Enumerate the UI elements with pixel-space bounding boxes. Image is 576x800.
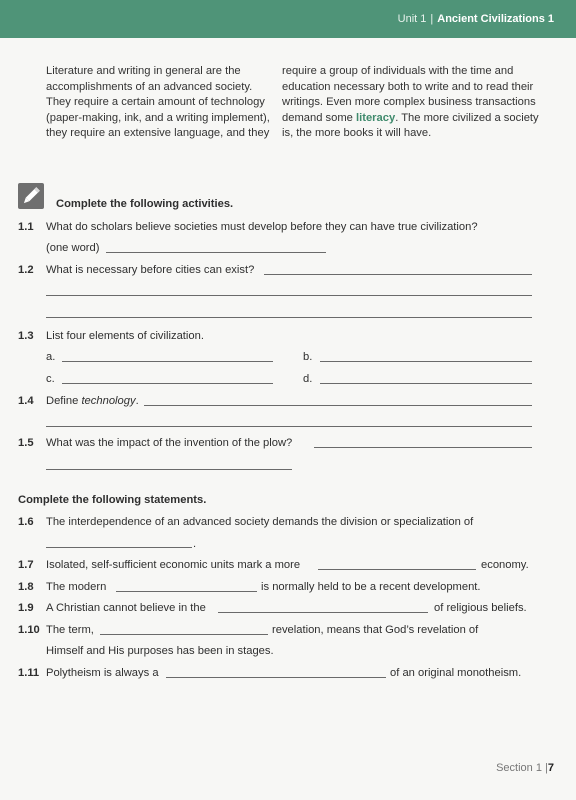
section-label: Section 1 — [496, 762, 542, 774]
answer-line-1-2c[interactable] — [46, 317, 532, 318]
footer-separator: | — [545, 762, 548, 774]
question-number: 1.3 — [18, 330, 34, 342]
pencil-icon — [18, 183, 44, 209]
statement-1-9-start: A Christian cannot believe in the — [46, 602, 206, 614]
question-1-1-hint: (one word) — [46, 242, 100, 254]
page-footer — [496, 762, 554, 774]
unit-label: Unit 1 — [397, 13, 427, 25]
vocab-term-literacy: literacy — [356, 111, 396, 124]
statement-1-9-end: of religious beliefs. — [434, 602, 527, 614]
statement-1-10-end: revelation, means that God’s revelation of — [272, 624, 479, 636]
item-label-c: c. — [46, 373, 55, 385]
intro-paragraph-left: Literature and writing in general are the accomplishments of an advanced society. They require a certain amount of technology (paper-making, ink, and a writing implement), they require an extensive language, and they — [46, 65, 270, 139]
question-number: 1.8 — [18, 581, 34, 593]
question-number: 1.7 — [18, 559, 34, 571]
answer-line-1-8[interactable] — [116, 591, 257, 592]
question-number: 1.11 — [18, 667, 40, 679]
intro-right-end: . The more civilized a society is, the more books it will have. — [282, 111, 539, 139]
answer-line-1-9[interactable] — [218, 612, 428, 613]
answer-line-1-3c[interactable] — [62, 383, 273, 384]
question-number: 1.4 — [18, 395, 34, 407]
answer-line-1-2b[interactable] — [46, 295, 532, 296]
statement-1-10-start: The term, — [46, 624, 94, 636]
question-1-5-text: What was the impact of the invention of the plow? — [46, 437, 293, 449]
question-1-4-end: . — [135, 395, 139, 407]
header-separator: | — [430, 13, 434, 25]
answer-line-1-7[interactable] — [318, 569, 476, 570]
answer-line-1-5a[interactable] — [314, 447, 532, 448]
answer-line-1-4a[interactable] — [144, 405, 532, 406]
answer-line-1-3b[interactable] — [320, 361, 532, 362]
answer-line-1-3a[interactable] — [62, 361, 273, 362]
item-label-b: b. — [303, 351, 313, 363]
activities-heading: Complete the following activities. — [56, 198, 234, 210]
statement-1-7-start: Isolated, self-sufficient economic units mark a more — [46, 559, 301, 571]
question-number: 1.5 — [18, 437, 34, 449]
statements-heading: Complete the following statements. — [18, 494, 207, 506]
page-number: 7 — [547, 762, 554, 774]
question-number: 1.9 — [18, 602, 34, 614]
answer-line-1-5b[interactable] — [46, 469, 292, 470]
intro-paragraph-right — [282, 64, 544, 142]
statement-1-6-text: The interdependence of an advanced society demands the division or specialization of — [46, 516, 474, 528]
statement-1-8-end: is normally held to be a recent development. — [261, 581, 481, 593]
question-number: 1.10 — [18, 624, 40, 636]
statement-1-6-end: . — [193, 538, 197, 550]
question-1-4-text — [46, 395, 139, 407]
statement-1-10-line2: Himself and His purposes has been in stages. — [46, 645, 274, 657]
answer-line-1-10[interactable] — [100, 634, 268, 635]
question-1-4-start: Define — [46, 395, 82, 407]
statement-1-8-start: The modern — [46, 581, 107, 593]
question-number: 1.6 — [18, 516, 34, 528]
question-1-1-text: What do scholars believe societies must develop before they can have true civilization? — [46, 221, 478, 233]
answer-line-1-2a[interactable] — [264, 274, 532, 275]
unit-title — [398, 13, 554, 25]
statement-1-11-end: of an original monotheism. — [390, 667, 522, 679]
question-1-3-text: List four elements of civilization. — [46, 330, 204, 342]
question-number: 1.2 — [18, 264, 34, 276]
term-technology: technology — [81, 395, 136, 407]
statement-1-11-start: Polytheism is always a — [46, 667, 159, 679]
question-number: 1.1 — [18, 221, 34, 233]
chapter-title: Ancient Civilizations 1 — [437, 13, 554, 25]
answer-line-1-11[interactable] — [166, 677, 386, 678]
question-1-2-text: What is necessary before cities can exist? — [46, 264, 255, 276]
answer-line-1-6[interactable] — [46, 547, 192, 548]
header-bar — [0, 0, 576, 38]
item-label-a: a. — [46, 351, 56, 363]
answer-line-1-1[interactable] — [106, 252, 326, 253]
answer-line-1-3d[interactable] — [320, 383, 532, 384]
item-label-d: d. — [303, 373, 313, 385]
answer-line-1-4b[interactable] — [46, 426, 532, 427]
statement-1-7-end: economy. — [481, 559, 529, 571]
intro-right-start: require a group of individuals with the time and education necessary both to write and to read their writings. Even more complex business transactions demand some — [282, 65, 536, 124]
